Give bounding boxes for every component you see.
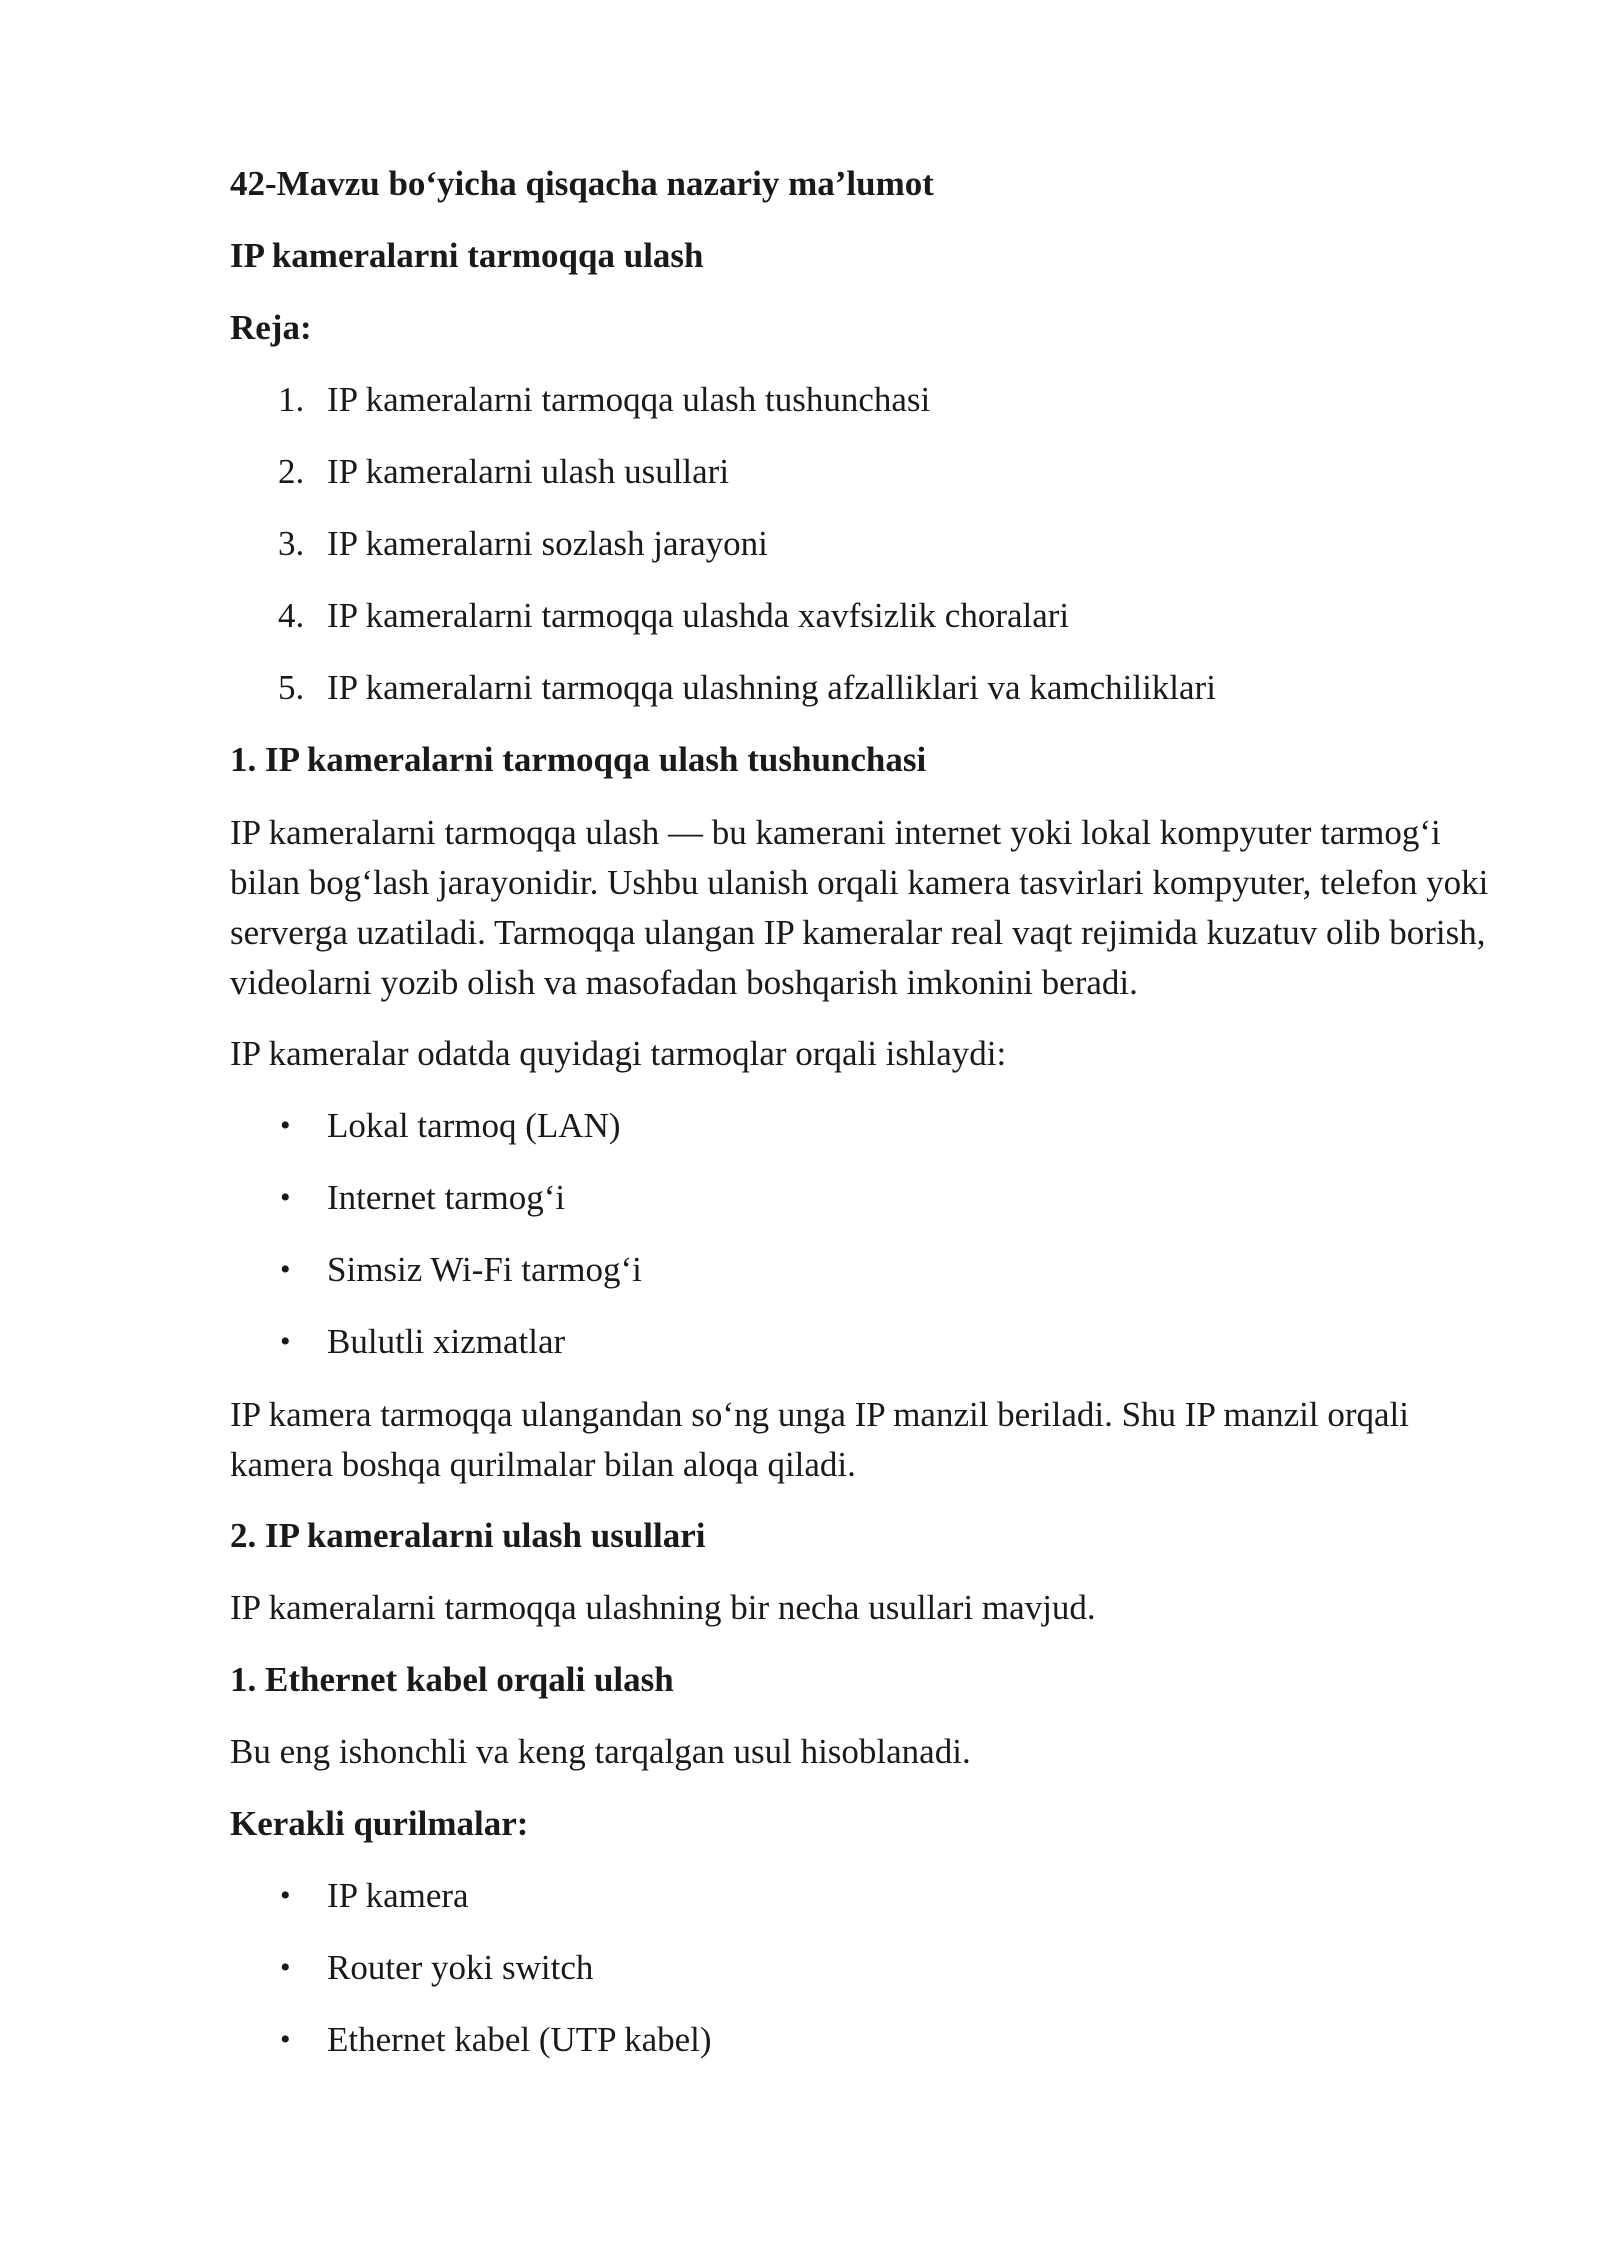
list-number: 4. xyxy=(278,596,305,635)
list-number: 2. xyxy=(278,452,305,491)
subject-title: IP kameralarni tarmoqqa ulash xyxy=(230,236,704,275)
list-item xyxy=(230,1162,1490,1234)
list-item xyxy=(230,580,1490,652)
list-item-text: IP kameralarni tarmoqqa ulashning afzalliklari va kamchiliklari xyxy=(327,668,1216,707)
bullet-icon: • xyxy=(280,1109,291,1142)
section2-intro: IP kameralarni tarmoqqa ulashning bir necha usullari mavjud. xyxy=(230,1588,1096,1627)
topic-title: 42-Mavzu bo‘yicha qisqacha nazariy ma’lumot xyxy=(230,164,934,203)
list-item xyxy=(230,364,1490,436)
list-item-text: Lokal tarmoq (LAN) xyxy=(327,1106,621,1145)
devices-label: Kerakli qurilmalar: xyxy=(230,1804,529,1843)
list-item xyxy=(230,1234,1490,1306)
list-item xyxy=(230,1932,1490,2004)
list-item-text: IP kameralarni tarmoqqa ulash tushunchasi xyxy=(327,380,931,419)
networks-intro: IP kameralar odatda quyidagi tarmoqlar orqali ishlaydi: xyxy=(230,1034,1007,1073)
bullet-icon: • xyxy=(280,1879,291,1912)
list-item-text: Bulutli xizmatlar xyxy=(327,1322,566,1361)
section1-paragraph: IP kameralarni tarmoqqa ulash — bu kamerani internet yoki lokal kompyuter tarmog‘i bilan bog‘lash jarayonidir. Ushbu ulanish orqali kamera tasvirlari kompyuter, telefon yoki serverga uzatiladi. Tarmoqqa ulangan IP kameralar real vaqt rejimida kuzatuv olib borish, videolarni yozib olish va masofadan boshqarish imkonini beradi. xyxy=(230,813,1489,1002)
list-item xyxy=(230,2004,1490,2076)
networks-list xyxy=(230,1090,1490,1378)
bullet-icon: • xyxy=(280,1181,291,1214)
list-number: 5. xyxy=(278,668,305,707)
list-item-text: IP kamera xyxy=(327,1876,469,1915)
method1-text: Bu eng ishonchli va keng tarqalgan usul hisoblanadi. xyxy=(230,1732,971,1771)
plan-list xyxy=(230,364,1490,724)
list-item-text: IP kameralarni tarmoqqa ulashda xavfsizlik choralari xyxy=(327,596,1070,635)
method1-heading: 1. Ethernet kabel orqali ulash xyxy=(230,1660,674,1699)
devices-list xyxy=(230,1860,1490,2076)
bullet-icon: • xyxy=(280,1951,291,1984)
section1-heading: 1. IP kameralarni tarmoqqa ulash tushunchasi xyxy=(230,740,927,779)
list-item xyxy=(230,1860,1490,1932)
bullet-icon: • xyxy=(280,1325,291,1358)
list-item xyxy=(230,652,1490,724)
list-item-text: IP kameralarni ulash usullari xyxy=(327,452,730,491)
list-item-text: IP kameralarni sozlash jarayoni xyxy=(327,524,768,563)
list-item xyxy=(230,508,1490,580)
list-item xyxy=(230,1306,1490,1378)
list-item-text: Ethernet kabel (UTP kabel) xyxy=(327,2020,712,2059)
plan-label: Reja: xyxy=(230,308,312,347)
list-item-text: Simsiz Wi-Fi tarmog‘i xyxy=(327,1250,642,1289)
bullet-icon: • xyxy=(280,1253,291,1286)
list-number: 3. xyxy=(278,524,305,563)
list-item xyxy=(230,436,1490,508)
list-item xyxy=(230,1090,1490,1162)
document-page xyxy=(230,148,1490,2076)
section2-heading: 2. IP kameralarni ulash usullari xyxy=(230,1516,706,1555)
section1-closing: IP kamera tarmoqqa ulangandan so‘ng unga IP manzil beriladi. Shu IP manzil orqali kamera boshqa qurilmalar bilan aloqa qiladi. xyxy=(230,1395,1409,1484)
bullet-icon: • xyxy=(280,2023,291,2056)
list-item-text: Router yoki switch xyxy=(327,1948,594,1987)
list-item-text: Internet tarmog‘i xyxy=(327,1178,566,1217)
list-number: 1. xyxy=(278,380,305,419)
